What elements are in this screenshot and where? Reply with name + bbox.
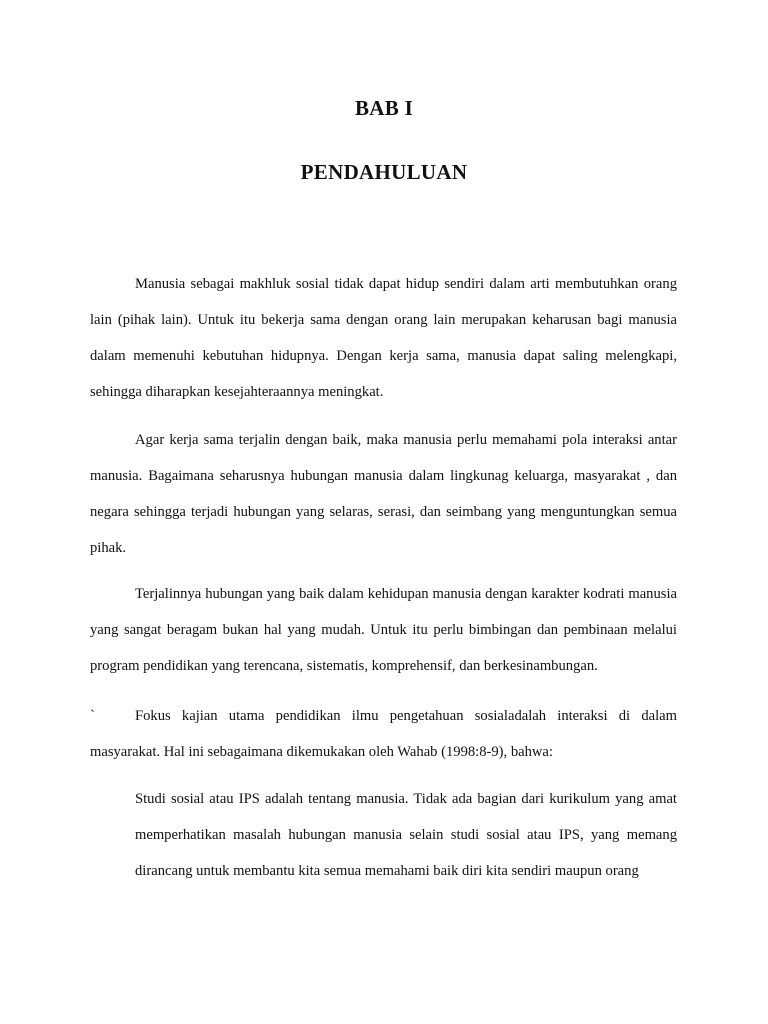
chapter-heading: BAB I <box>354 96 414 120</box>
paragraph-4: Fokus kajian utama pendidikan ilmu pengetahuan sosialadalah interaksi di dalam masyarakat. Hal ini sebagaimana dikemukakan oleh Wahab (1998:8-9), bahwa: <box>90 708 677 760</box>
paragraph-2: Agar kerja sama terjalin dengan baik, maka manusia perlu memahami pola interaksi antar manusia. Bagaimana seharusnya hubungan manusia dalam lingkunag keluarga, masyarakat , dan negara sehingga terjadi hubungan yang selaras, serasi, dan seimbang yang menguntungkan semua pihak. <box>90 432 677 556</box>
stray-backtick-mark: ` <box>90 708 95 724</box>
block-quote: Studi sosial atau IPS adalah tentang manusia. Tidak ada bagian dari kurikulum yang amat memperhatikan masalah hubungan manusia selain studi sosial atau IPS, yang memang dirancang untuk membantu kita semua memahami baik diri kita sendiri maupun orang <box>135 791 677 879</box>
paragraph-1: Manusia sebagai makhluk sosial tidak dapat hidup sendiri dalam arti membutuhkan orang lain (pihak lain). Untuk itu bekerja sama dengan orang lain merupakan keharusan bagi manusia dalam memenuhi kebutuhan hidupnya. Dengan kerja sama, manusia dapat saling melengkapi, sehingga diharapkan kesejahteraannya meningkat. <box>90 276 677 400</box>
chapter-title: PENDAHULUAN <box>300 160 468 184</box>
paragraph-3: Terjalinnya hubungan yang baik dalam kehidupan manusia dengan karakter kodrati manusia yang sangat beragam bukan hal yang mudah. Untuk itu perlu bimbingan dan pembinaan melalui program pendidikan yang terencana, sistematis, komprehensif, dan berkesinambungan. <box>90 586 677 674</box>
